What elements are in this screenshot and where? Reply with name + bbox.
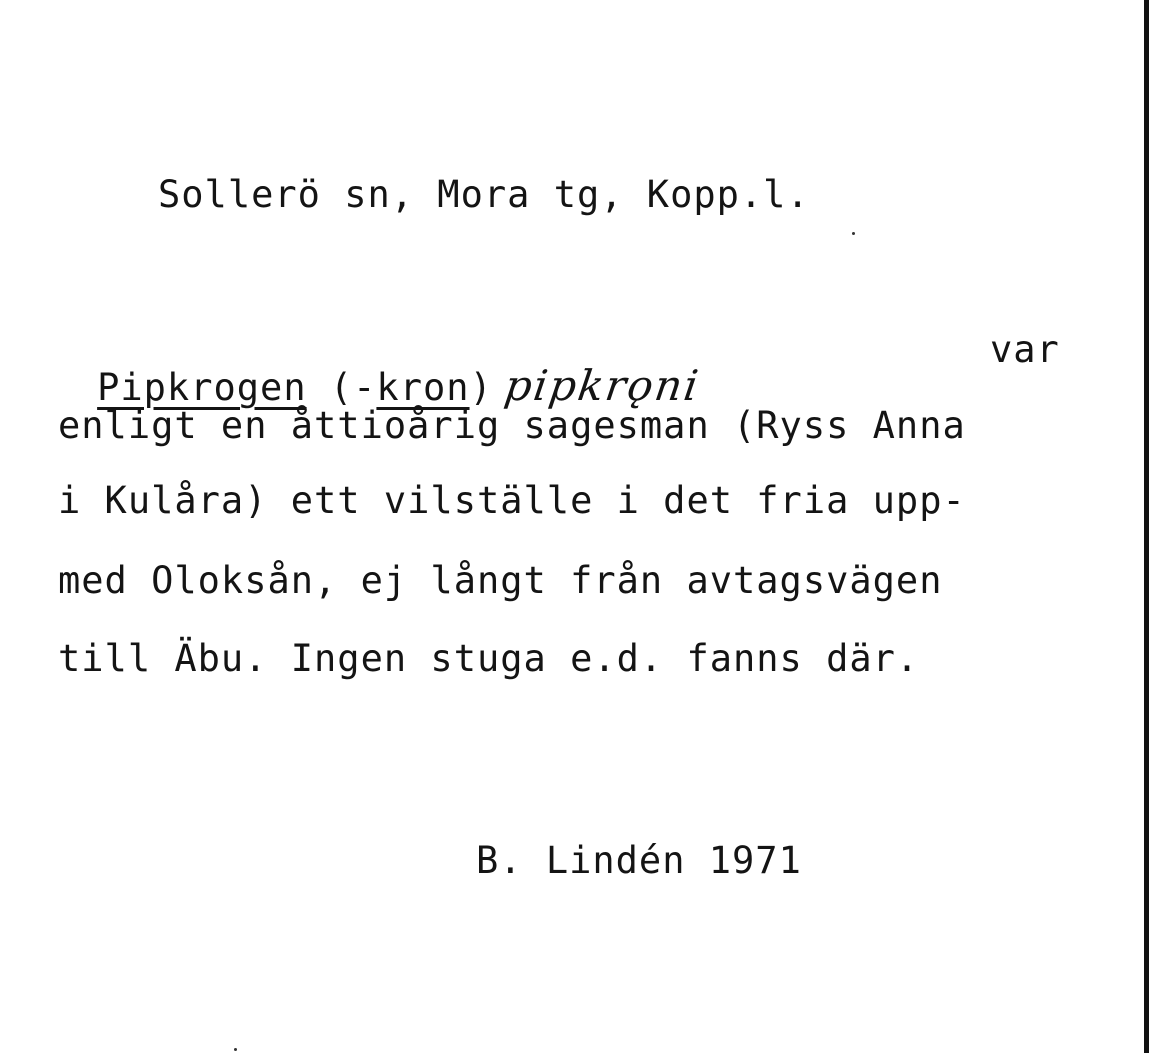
body-line-3: med Oloksån, ej långt från avtagsvägen [58,559,943,602]
body-line-2: i Kulåra) ett vilställe i det fria upp- [58,479,966,522]
headword: Pipkrogen [97,366,307,409]
ink-speck [852,232,855,235]
paren-close: ) [469,366,493,409]
ink-speck [234,1048,237,1051]
variant-form: kron [376,366,470,409]
paren-open: (- [306,366,377,409]
card-edge [1144,0,1149,1053]
location-header: Sollerö sn, Mora tg, Kopp.l. [158,173,810,216]
signature: B. Lindén 1971 [476,839,802,882]
trailing-word: var [990,328,1060,371]
body-line-1: enligt en åttioårig sagesman (Ryss Anna [58,404,966,447]
body-line-4: till Äbu. Ingen stuga e.d. fanns där. [58,637,920,680]
handwritten-pronunciation: pipkrǫni [501,361,703,410]
